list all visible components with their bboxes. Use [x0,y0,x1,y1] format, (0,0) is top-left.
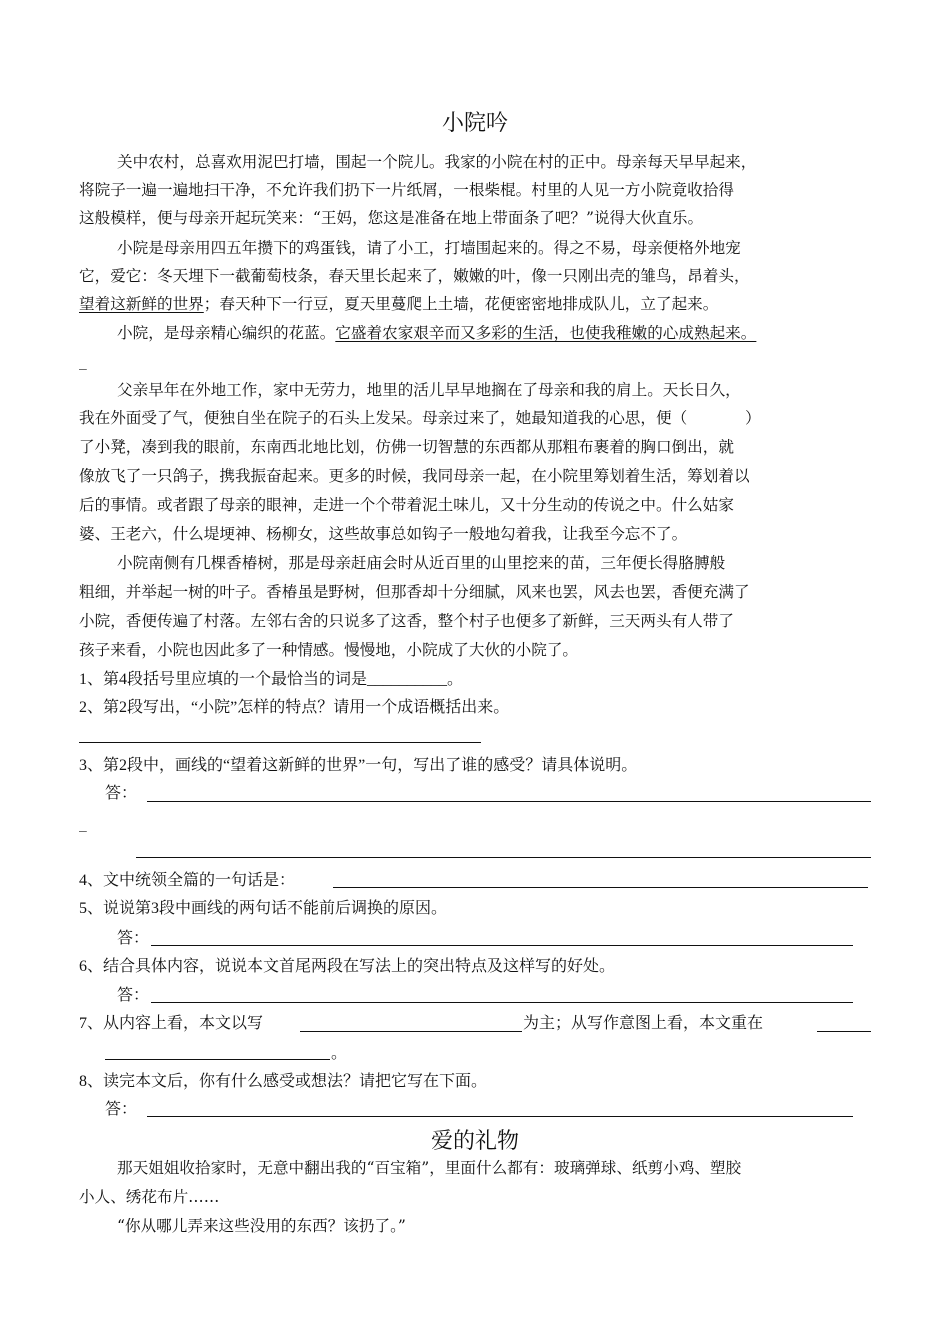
answer-line[interactable] [151,945,853,946]
article-title: 爱的礼物 [430,1129,519,1154]
answer-label: 答： [105,785,138,802]
question-2: 2、第2段写出，“小院”怎样的特点？请用一个成语概括出来。 [79,699,510,716]
answer-line[interactable] [79,742,481,743]
paragraph-line: 像放飞了一只鸽子，携我振奋起来。更多的时候，我同母亲一起，在小院里筹划着生活，筹划着以 [79,467,750,485]
paragraph-text: ） [745,409,761,427]
answer-label: 答： [117,930,150,947]
question-1: 1、第4段括号里应填的一个最恰当的词是__________。 [79,671,464,688]
paragraph-text: ；春天种下一行豆，夏天里蔓爬上土墙，花便密密地排成队儿，立了起来。 [203,295,719,313]
paragraph-line: 将院子一遍一遍地扫干净，不允许我们扔下一片纸屑，一根柴棍。村里的人见一方小院竟收拾得 [79,181,734,199]
paragraph-line: 小人、绣花布片…… [79,1188,220,1206]
answer-line[interactable] [817,1031,871,1032]
paragraph-line: 关中农村，总喜欢用泥巴打墙，围起一个院儿。我家的小院在村的正中。母亲每天早早起来， [117,153,757,171]
paragraph-line: 了小凳，凑到我的眼前，东南西北地比划，仿佛一切智慧的东西都从那粗布裹着的胸口倒出，就 [79,438,734,456]
paragraph-line [79,408,761,428]
answer-line[interactable] [147,801,871,802]
underlined-sentences: 它盛着农家艰辛而又多彩的生活，也使我稚嫩的心成熟起来。 [335,324,757,342]
question-8: 8、读完本文后，你有什么感受或想法？请把它写在下面。 [79,1073,488,1090]
underlined-phrase: 望着这新鲜的世界 [79,295,204,313]
question-6: 6、结合具体内容，说说本文首尾两段在写法上的突出特点及这样写的好处。 [79,958,616,975]
paragraph-line: 孩子来看，小院也因此多了一种情感。慢慢地，小院成了大伙的小院了。 [79,641,579,659]
answer-label: 答： [105,1101,138,1118]
paragraph-line: 小院南侧有几棵香椿树，那是母亲赶庙会时从近百里的山里挖来的苗，三年便长得胳膊般 [117,554,726,572]
paragraph-line: 后的事情。或者跟了母亲的眼神，走进一个个带着泥土味儿，又十分生动的传说之中。什么姑家 [79,496,734,514]
paragraph-line: 那天姐姐收拾家时，无意中翻出我的“百宝箱”，里面什么都有：玻璃弹球、纸剪小鸡、塑胶 [117,1159,742,1177]
question-4: 4、文中统领全篇的一句话是： [79,872,296,889]
stray-mark: _ [79,352,87,370]
answer-line[interactable] [147,1116,853,1117]
answer-line[interactable] [300,1031,522,1032]
paragraph-line: 小院是母亲用四五年攒下的鸡蛋钱，请了小工，打墙围起来的。得之不易，母亲便格外地宠 [117,239,741,257]
question-7: 7、从内容上看，本文以写 [79,1015,264,1032]
paragraph-line: 父亲早年在外地工作，家中无劳力，地里的活儿早早地搁在了母亲和我的肩上。天长日久， [117,381,741,399]
paragraph-line: 粗细，并举起一树的叶子。香椿虽是野树，但那香却十分细腻，风来也罢，风去也罢，香便充满了 [79,583,750,601]
answer-line[interactable] [333,887,868,888]
paragraph-line: “你从哪儿弄来这些没用的东西？该扔了。” [117,1217,406,1235]
paragraph-line: 婆、王老六，什么堤埂神、杨柳女，这些故事总如钩子一般地勾着我，让我至今忘不了。 [79,525,688,543]
question-5: 5、说说第3段中画线的两句话不能前后调换的原因。 [79,900,448,917]
question-7-continued: 为主；从写作意图上看，本文重在 [523,1015,764,1032]
stray-mark: _ [79,814,87,832]
paragraph-line: 它，爱它：冬天埋下一截葡萄枝条，春天里长起来了，嫩嫩的叶，像一只刚出壳的雏鸟，昂着头， [79,267,750,285]
period-mark: 。 [331,1045,348,1062]
paragraph-line: 小院，香便传遍了村落。左邻右舍的只说多了这香，整个村子也便多了新鲜，三天两头有人带了 [79,612,734,630]
paragraph-line [117,323,756,343]
paragraph-line [79,294,718,314]
paragraph-text: 我在外面受了气，便独自坐在院子的石头上发呆。母亲过来了，她最知道我的心思，便（ [79,409,688,427]
article-title: 小院吟 [441,111,508,136]
paragraph-line: 这般模样，便与母亲开起玩笑来：“王妈，您这是准备在地上带面条了吧？”说得大伙直乐。 [79,209,704,227]
answer-line[interactable] [151,1002,853,1003]
answer-line[interactable] [136,857,871,858]
question-3: 3、第2段中，画线的“望着这新鲜的世界”一句，写出了谁的感受？请具体说明。 [79,757,638,774]
paragraph-text: 小院，是母亲精心编织的花蓝。 [117,324,336,342]
answer-line[interactable] [105,1059,330,1060]
answer-label: 答： [117,987,150,1004]
